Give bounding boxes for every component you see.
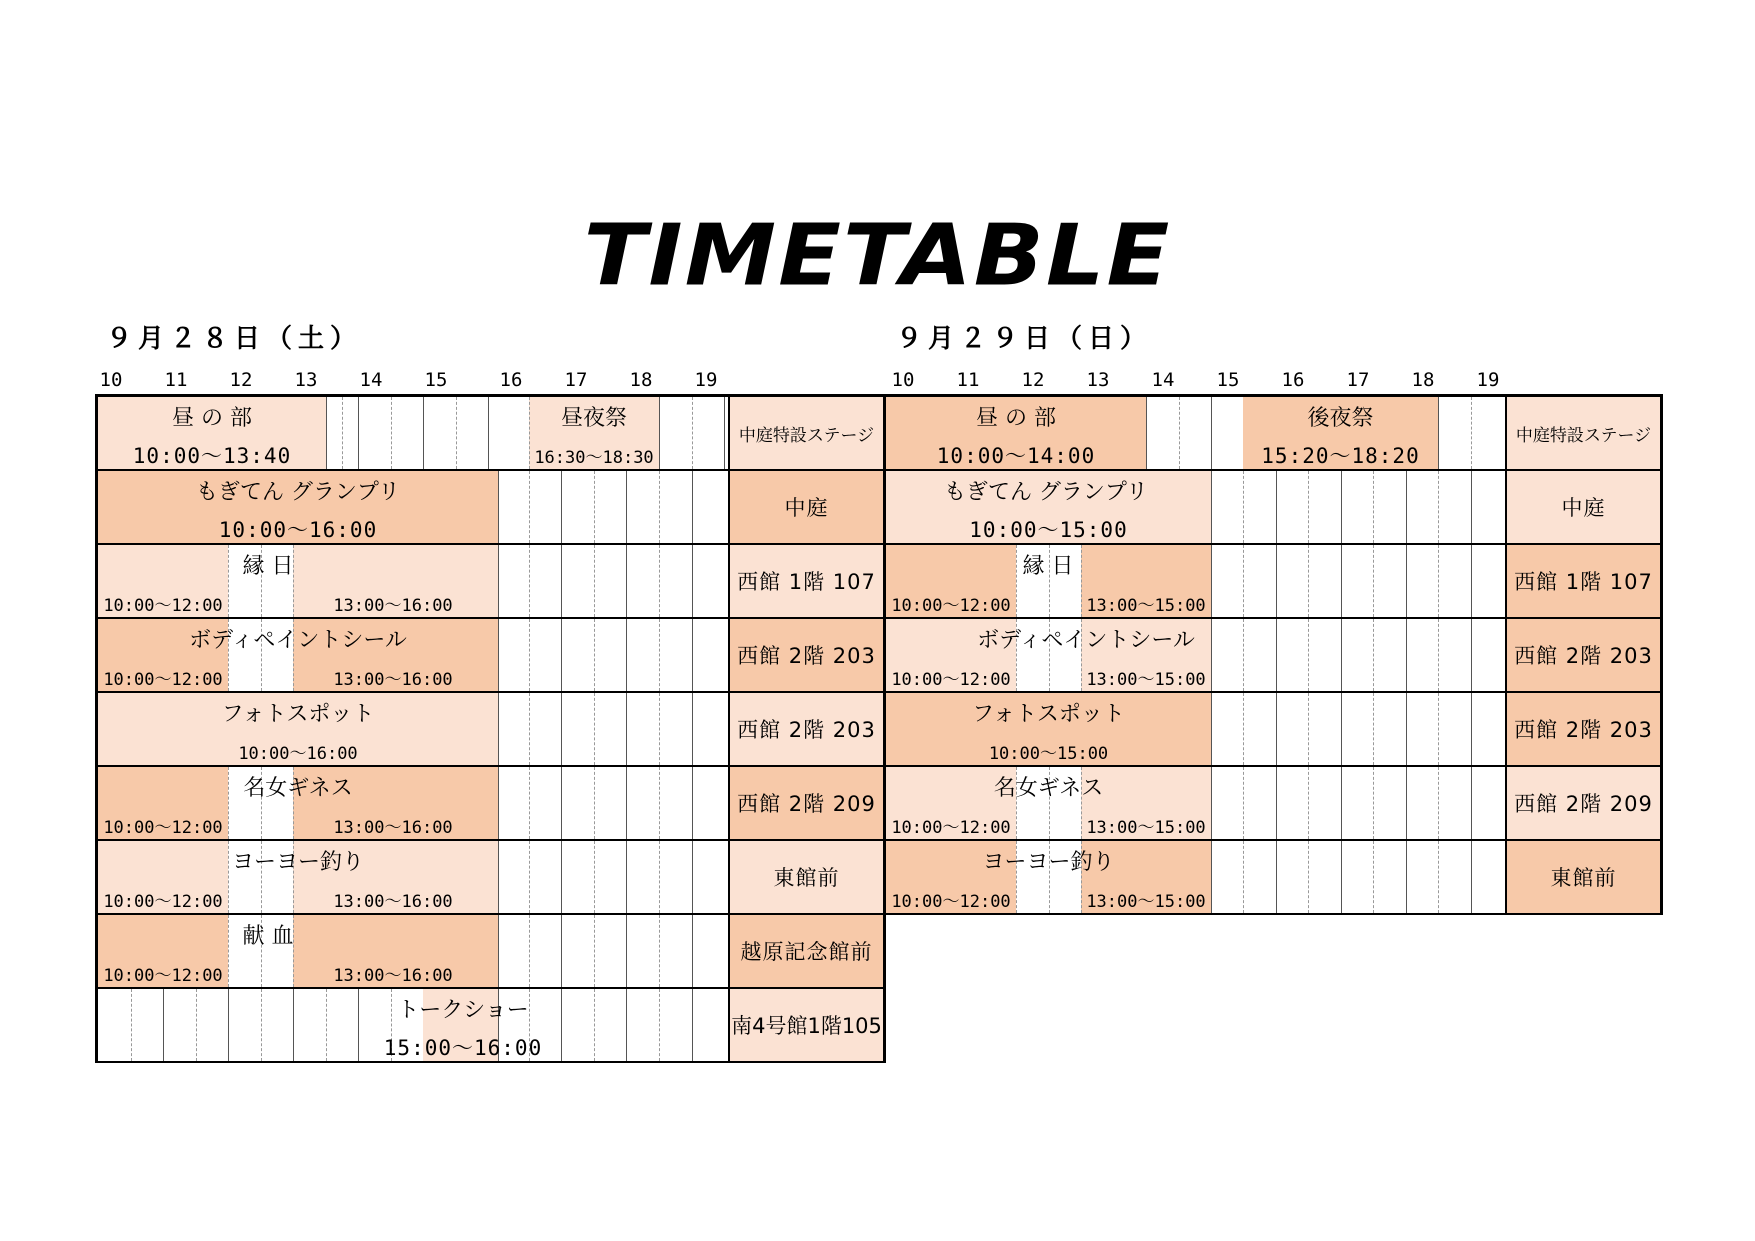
event-name: 後夜祭 [1307, 406, 1374, 431]
page-title: TIMETABLE [583, 206, 1172, 305]
hour-label: 17 [564, 369, 588, 391]
event-location: 西館 1階 107 [728, 545, 886, 617]
table-row [98, 471, 886, 545]
event-location: 西館 2階 203 [728, 693, 886, 765]
event-location: 西館 1階 107 [1505, 545, 1663, 617]
event-name: もぎてん グランプリ [943, 480, 1149, 505]
event-location: 東館前 [728, 841, 886, 913]
event-name: ボディペイントシール [977, 628, 1195, 653]
table-row [886, 619, 1663, 693]
hour-label: 19 [1476, 369, 1500, 391]
table-row [886, 693, 1663, 767]
event-time-am: 10:00〜12:00 [103, 670, 223, 690]
hour-label: 12 [1021, 369, 1045, 391]
event-location: 越原記念館前 [728, 915, 886, 987]
hour-label: 16 [499, 369, 523, 391]
event-name: 名女ギネス [243, 776, 353, 801]
event-time-pm: 13:00〜15:00 [1086, 670, 1206, 690]
event-location: 西館 2階 209 [728, 767, 886, 839]
event-time: 10:00〜16:00 [218, 518, 378, 542]
event-location: 中庭 [1505, 471, 1663, 543]
event-time-am: 10:00〜12:00 [103, 966, 223, 986]
hour-label: 11 [164, 369, 188, 391]
event-time-pm: 13:00〜16:00 [333, 596, 453, 616]
event-time-pm: 13:00〜15:00 [1086, 596, 1206, 616]
event-time: 15:00〜16:00 [383, 1036, 543, 1060]
table-row [98, 767, 886, 841]
table-row [886, 545, 1663, 619]
event-location: 中庭特設ステージ [1505, 397, 1663, 469]
event-name: フォトスポット [972, 702, 1125, 727]
event-name: 献 血 [242, 924, 294, 949]
table-row [886, 767, 1663, 841]
event-name: 昼 の 部 [172, 406, 252, 431]
table-row [98, 841, 886, 915]
event-time: 10:00〜13:40 [132, 444, 292, 468]
hour-label: 18 [629, 369, 653, 391]
table-row [886, 471, 1663, 545]
table-row [98, 397, 886, 471]
event-location: 中庭特設ステージ [728, 397, 886, 469]
hour-label: 15 [1216, 369, 1240, 391]
event-name: フォトスポット [221, 702, 375, 727]
event-time-pm: 13:00〜15:00 [1086, 892, 1206, 912]
event-time-am: 10:00〜12:00 [891, 596, 1011, 616]
hour-label: 13 [294, 369, 318, 391]
event-name: 縁 日 [1022, 554, 1074, 579]
event-location: 西館 2階 203 [1505, 693, 1663, 765]
day-2-timetable [886, 394, 1663, 915]
day-1-timetable [95, 394, 889, 1063]
event-name: トークショー [397, 998, 529, 1023]
table-row [98, 545, 886, 619]
event-name: ボディペイントシール [189, 628, 407, 653]
hour-label: 11 [956, 369, 980, 391]
event-time-am: 10:00〜12:00 [103, 818, 223, 838]
event-time: 10:00〜15:00 [988, 744, 1109, 764]
event-time-pm: 13:00〜16:00 [333, 818, 453, 838]
event-location: 中庭 [728, 471, 886, 543]
event-time: 16:30〜18:30 [534, 448, 654, 468]
event-time-pm: 13:00〜16:00 [333, 892, 453, 912]
event-time-pm: 13:00〜15:00 [1086, 818, 1206, 838]
event-time: 10:00〜16:00 [238, 744, 358, 764]
hour-label: 10 [99, 369, 123, 391]
hour-label: 17 [1346, 369, 1370, 391]
event-name: ヨーヨー釣り [231, 850, 364, 875]
table-row [98, 989, 886, 1063]
event-time-am: 10:00〜12:00 [891, 670, 1011, 690]
event-location: 西館 2階 203 [728, 619, 886, 691]
table-row [98, 619, 886, 693]
hour-label: 14 [1151, 369, 1175, 391]
hour-label: 10 [891, 369, 915, 391]
hour-label: 14 [359, 369, 383, 391]
table-row [886, 397, 1663, 471]
event-time: 10:00〜15:00 [969, 518, 1128, 542]
hour-label: 13 [1086, 369, 1110, 391]
day-1-date: ９月２８日（土） [106, 324, 363, 354]
event-name: 昼夜祭 [560, 406, 627, 431]
event-time-am: 10:00〜12:00 [103, 596, 223, 616]
event-time-am: 10:00〜12:00 [891, 892, 1011, 912]
day-2-date: ９月２９日（日） [896, 324, 1153, 354]
event-name: ヨーヨー釣り [982, 850, 1115, 875]
event-time: 15:20〜18:20 [1261, 444, 1420, 468]
hour-label: 15 [424, 369, 448, 391]
event-time-am: 10:00〜12:00 [891, 818, 1011, 838]
table-row [98, 693, 886, 767]
event-time-pm: 13:00〜16:00 [333, 670, 453, 690]
hour-label: 18 [1411, 369, 1435, 391]
event-location: 西館 2階 209 [1505, 767, 1663, 839]
event-location: 西館 2階 203 [1505, 619, 1663, 691]
event-name: 名女ギネス [993, 776, 1104, 801]
event-name: もぎてん グランプリ [195, 480, 401, 505]
hour-label: 12 [229, 369, 253, 391]
hour-label: 19 [694, 369, 718, 391]
event-time-am: 10:00〜12:00 [103, 892, 223, 912]
event-name: 縁 日 [242, 554, 294, 579]
event-location: 南4号館1階105 [728, 989, 886, 1061]
event-name: 昼 の 部 [976, 406, 1056, 431]
table-row [98, 915, 886, 989]
event-location: 東館前 [1505, 841, 1663, 913]
table-row [886, 841, 1663, 915]
event-time: 10:00〜14:00 [936, 444, 1096, 468]
hour-label: 16 [1281, 369, 1305, 391]
event-time-pm: 13:00〜16:00 [333, 966, 453, 986]
